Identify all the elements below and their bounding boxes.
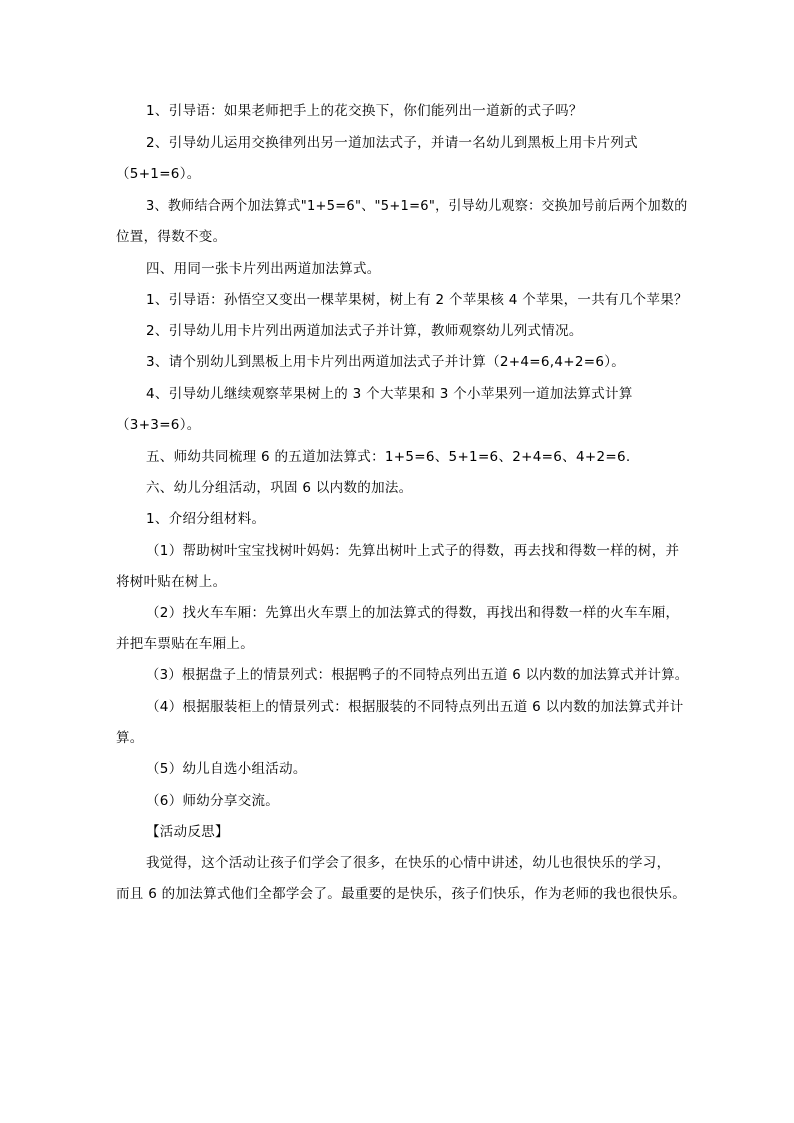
text-line: （3+3=6）。 [116, 417, 201, 433]
text-line: 而且 6 的加法算式他们全都学会了。最重要的是快乐，孩子们快乐，作为老师的我也很快乐。 [116, 886, 687, 902]
text-line: 3、教师结合两个加法算式"1+5=6"、"5+1=6"，引导幼儿观察：交换加号前后两个加数的 [146, 198, 688, 214]
section-heading: 五、师幼共同梳理 6 的五道加法算式：1+5=6、5+1=6、2+4=6、4+2=6. [146, 449, 631, 465]
text-line: 4、引导幼儿继续观察苹果树上的 3 个大苹果和 3 个小苹果列一道加法算式计算 [146, 386, 633, 402]
text-line: （3）根据盘子上的情景列式：根据鸭子的不同特点列出五道 6 以内数的加法算式并计算。 [146, 667, 689, 683]
text-line: 并把车票贴在车厢上。 [116, 636, 254, 652]
text-line: 1、引导语：孙悟空又变出一棵苹果树，树上有 2 个苹果核 4 个苹果，一共有几个苹果？ [146, 292, 688, 308]
text-line: 位置，得数不变。 [116, 229, 227, 245]
text-line: （2）找火车车厢：先算出火车票上的加法算式的得数，再找出和得数一样的火车车厢， [146, 605, 680, 621]
text-line: 1、介绍分组材料。 [146, 511, 266, 527]
text-line: 1、引导语：如果老师把手上的花交换下，你们能列出一道新的式子吗？ [146, 103, 583, 119]
text-line: （5）幼儿自选小组活动。 [146, 761, 307, 777]
text-line: （6）师幼分享交流。 [146, 793, 280, 809]
text-line: 算。 [116, 730, 144, 746]
text-line: （1）帮助树叶宝宝找树叶妈妈：先算出树叶上式子的得数，再去找和得数一样的树，并 [146, 543, 680, 559]
section-heading: 六、幼儿分组活动，巩固 6 以内数的加法。 [146, 480, 413, 496]
text-line: （4）根据服装柜上的情景列式：根据服装的不同特点列出五道 6 以内数的加法算式并计 [146, 699, 684, 715]
text-line: 我觉得，这个活动让孩子们学会了很多，在快乐的心情中讲述，幼儿也很快乐的学习， [146, 855, 671, 871]
text-line: （5+1=6）。 [116, 166, 201, 182]
section-heading: 【活动反思】 [146, 824, 229, 840]
text-line: 2、引导幼儿运用交换律列出另一道加法式子，并请一名幼儿到黑板上用卡片列式 [146, 135, 638, 151]
text-line: 将树叶贴在树上。 [116, 574, 227, 590]
text-line: 3、请个别幼儿到黑板上用卡片列出两道加法式子并计算（2+4=6,4+2=6）。 [146, 354, 626, 370]
text-line: 2、引导幼儿用卡片列出两道加法式子并计算，教师观察幼儿列式情况。 [146, 323, 583, 339]
section-heading: 四、用同一张卡片列出两道加法算式。 [146, 261, 381, 277]
